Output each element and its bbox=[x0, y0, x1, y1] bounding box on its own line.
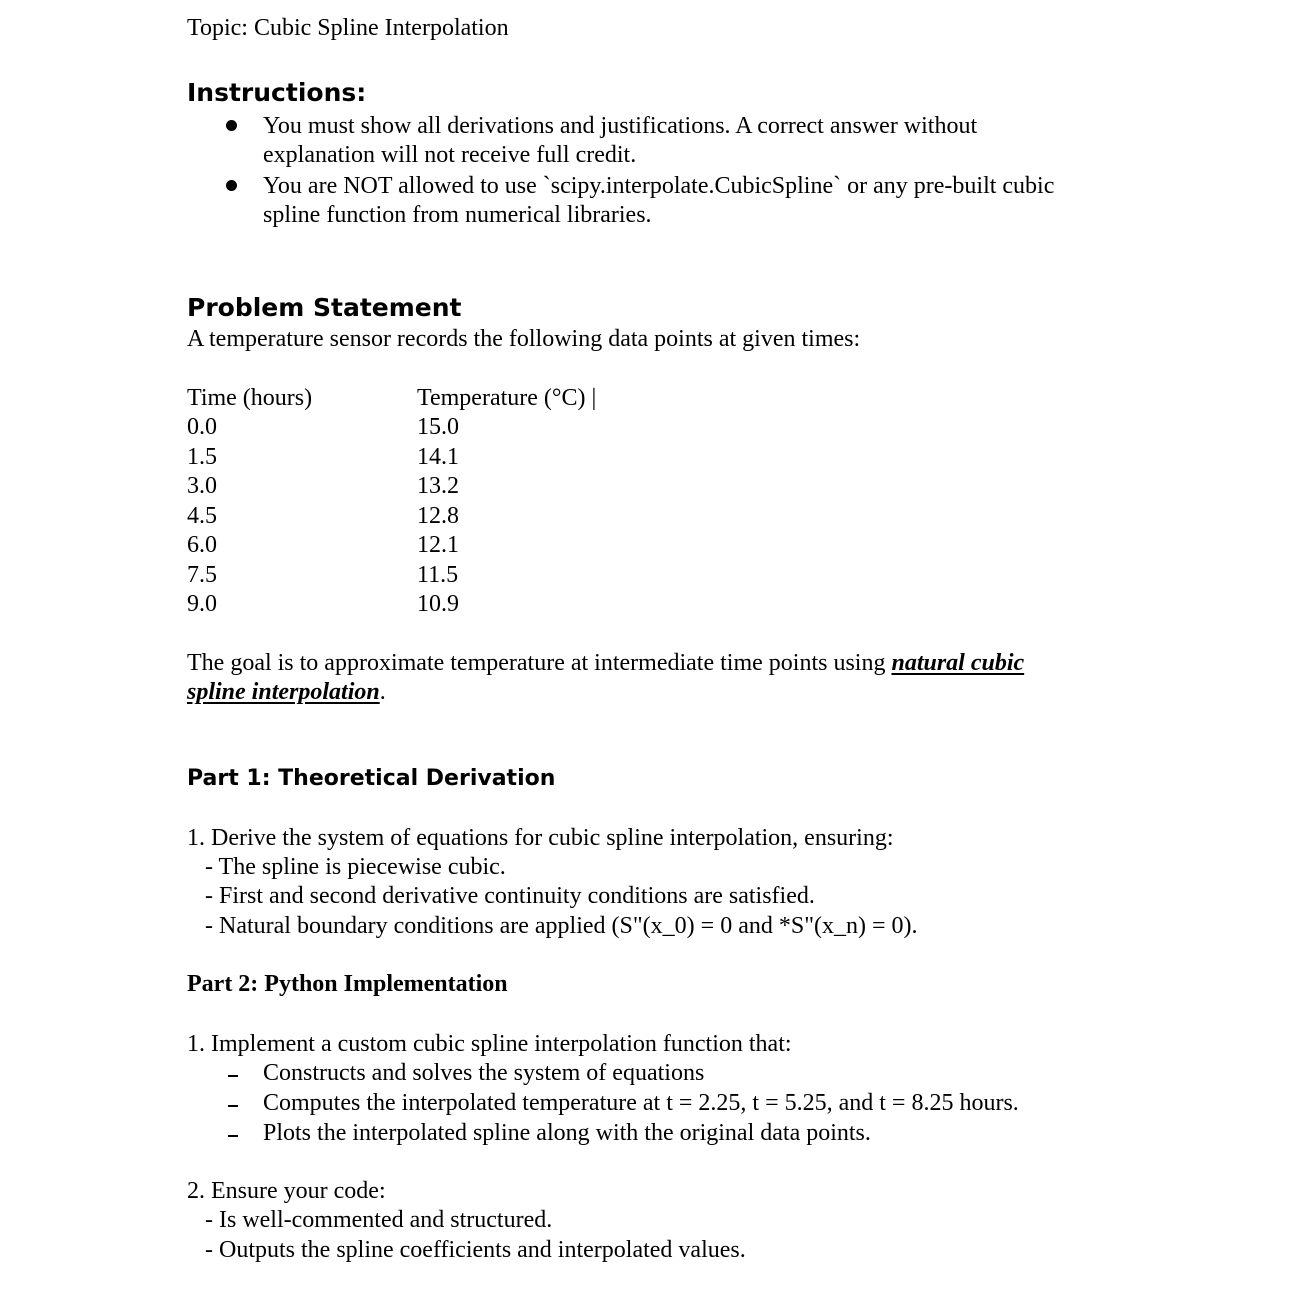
table-cell-temperature: 10.9 bbox=[417, 591, 459, 617]
instructions-heading: Instructions: bbox=[187, 78, 367, 107]
table-cell-time: 4.5 bbox=[187, 503, 217, 529]
table-cell-time: 9.0 bbox=[187, 591, 217, 617]
goal-emphasis-part-1: natural cubic bbox=[891, 650, 1025, 676]
dash-icon bbox=[228, 1075, 238, 1077]
table-cell-temperature: 13.2 bbox=[417, 473, 459, 499]
part2-heading: Part 2: Python Implementation bbox=[187, 971, 508, 997]
bullet-icon bbox=[226, 120, 237, 131]
table-cell-time: 1.5 bbox=[187, 444, 217, 470]
dash-icon bbox=[228, 1105, 238, 1107]
problem-intro: A temperature sensor records the following data points at given times: bbox=[187, 326, 861, 352]
part2-item-1: 1. Implement a custom cubic spline interpolation function that: bbox=[187, 1031, 792, 1057]
part2-subitem: Computes the interpolated temperature at t = 2.25, t = 5.25, and t = 8.25 hours. bbox=[263, 1090, 1019, 1116]
part1-subitem: - First and second derivative continuity conditions are satisfied. bbox=[205, 883, 815, 909]
table-cell-temperature: 14.1 bbox=[417, 444, 459, 470]
part2-subitem: Plots the interpolated spline along with the original data points. bbox=[263, 1120, 871, 1146]
table-header-time: Time (hours) bbox=[187, 385, 313, 411]
problem-heading: Problem Statement bbox=[187, 293, 462, 322]
part2-subitem: Constructs and solves the system of equations bbox=[263, 1060, 705, 1086]
dash-icon bbox=[228, 1135, 238, 1137]
instruction-1-line-1: You must show all derivations and justifications. A correct answer without bbox=[263, 113, 978, 139]
table-cell-temperature: 12.8 bbox=[417, 503, 459, 529]
bullet-icon bbox=[226, 180, 237, 191]
instruction-2-line-2: spline function from numerical libraries. bbox=[263, 202, 652, 228]
goal-line-2 bbox=[187, 680, 386, 704]
part1-subitem: - Natural boundary conditions are applied (S"(x_0) = 0 and *S"(x_n) = 0). bbox=[205, 913, 918, 939]
table-cell-temperature: 15.0 bbox=[417, 414, 459, 440]
table-cell-temperature: 12.1 bbox=[417, 532, 459, 558]
goal-suffix: . bbox=[379, 679, 386, 705]
goal-line-1 bbox=[187, 651, 1024, 675]
goal-prefix: The goal is to approximate temperature at intermediate time points using bbox=[187, 650, 892, 676]
part2-subitem: - Is well-commented and structured. bbox=[205, 1207, 553, 1233]
part1-item: 1. Derive the system of equations for cubic spline interpolation, ensuring: bbox=[187, 825, 894, 851]
table-cell-time: 3.0 bbox=[187, 473, 217, 499]
goal-emphasis-part-2: spline interpolation bbox=[187, 679, 380, 705]
part1-heading: Part 1: Theoretical Derivation bbox=[187, 766, 556, 791]
table-header-temperature: Temperature (°C) | bbox=[417, 385, 597, 411]
part2-subitem: - Outputs the spline coefficients and interpolated values. bbox=[205, 1237, 746, 1263]
part1-subitem: - The spline is piecewise cubic. bbox=[205, 854, 506, 880]
table-cell-time: 7.5 bbox=[187, 562, 217, 588]
part2-item-2: 2. Ensure your code: bbox=[187, 1178, 386, 1204]
instruction-1-line-2: explanation will not receive full credit. bbox=[263, 142, 637, 168]
instruction-2-line-1: You are NOT allowed to use `scipy.interpolate.CubicSpline` or any pre-built cubic bbox=[263, 173, 1055, 199]
table-cell-time: 6.0 bbox=[187, 532, 217, 558]
table-cell-temperature: 11.5 bbox=[417, 562, 459, 588]
topic-line: Topic: Cubic Spline Interpolation bbox=[187, 15, 509, 41]
table-cell-time: 0.0 bbox=[187, 414, 217, 440]
